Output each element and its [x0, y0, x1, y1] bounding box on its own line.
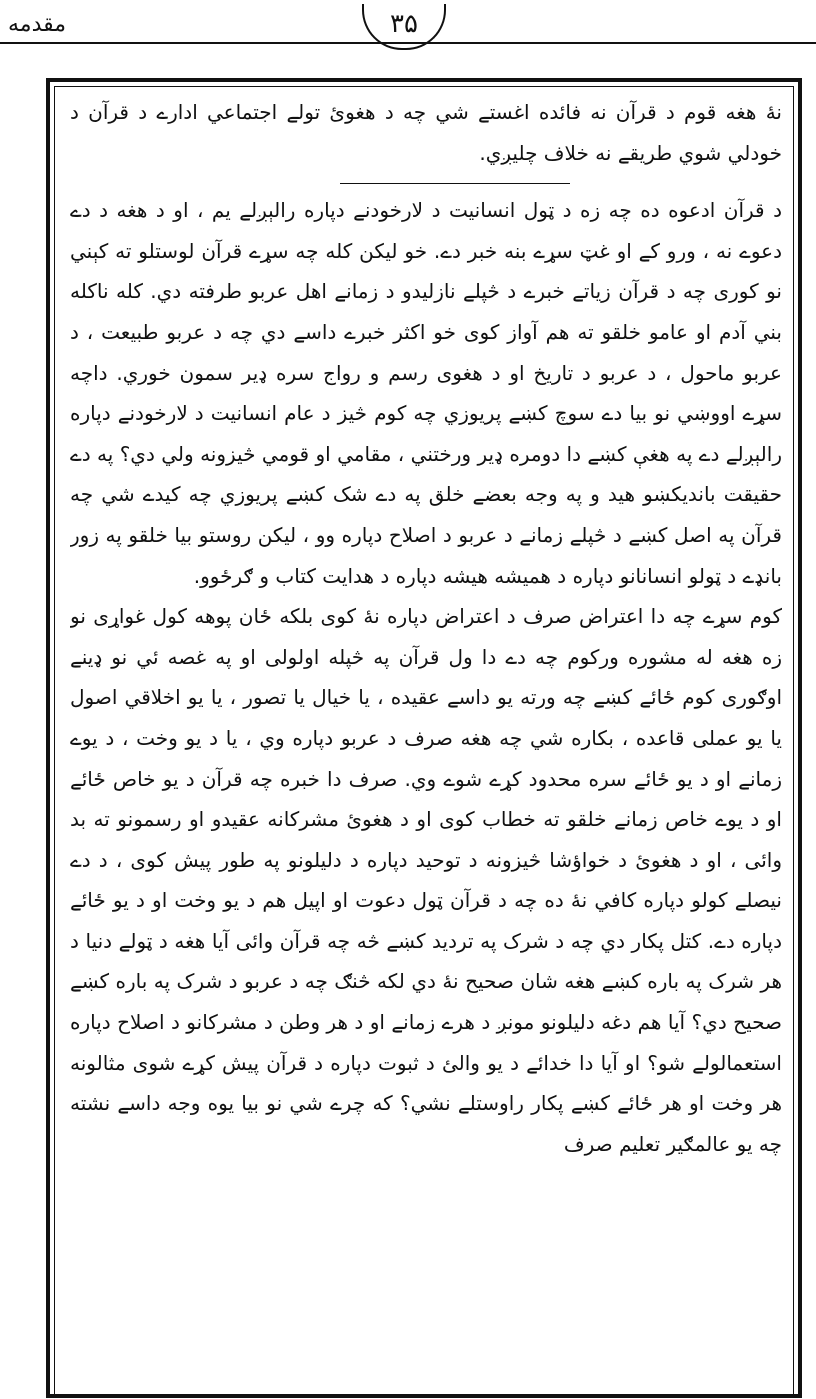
- page-number: ۳۵: [362, 4, 446, 50]
- section-label: مقدمه: [8, 12, 67, 37]
- paragraph-response: کوم سړے چه دا اعتراض صرف د اعتراض دپاره نۀ کوی بلکه ځان پوهه کول غواړی نو زه هغه له مشوره ورکوم چه دے دا ول قرآن په څپله اولولی او په غصه ئي نو ډينے اوګوری کوم ځائے کښے چه ورته يو داسے عقيده ، يا خيال يا تصور ، يا يو اخلاقي اصول يا يو عملی قاعده ، بکاره شي چه هغه صرف د عربو دپاره وي ، يا د يو وخت ، د يوے زمانے او د يو ځائے سره محدود کړے شوے وي. صرف دا خبره چه قرآن د يو خاص ځائے او د يوے خاص زمانے خلقو ته خطاب کوی او د هغوئ مشرکانه عقيدو او رسمونو ته بد وائی ، او د هغوئ د خواؤشا څيزونه د توحيد دپاره د دليلونو په طور پيش کوی ، د دے نيصلے کولو دپاره کافي نۀ ده چه د قرآن ټول دعوت او اپيل هم د يو وخت او د يو ځائے دپاره دے. کتل پکار دي چه د شرک په ترديد کښے څه چه قرآن وائی آيا هغه د ټولے دنيا د هر شرک په باره کښے هغه شان صحيح نۀ دي لکه څنګ چه د عربو د شرک په باره کښے صحيح دي؟ آيا هم دغه دليلونو مونږ د هرے زمانے او د هر وطن د مشرکانو د اصلاح دپاره استعمالولے شو؟ او آيا دا خدائے د يو والئ د ثبوت دپاره د قرآن پيش کړے شوی مثالونه هر وخت او هر ځائے کښے پکار راوستلے نشي؟ که چرے شي نو بيا يوه وجه داسے نشته چه يو عالمګير تعليم صرف: [70, 604, 782, 1156]
- header-rule: [0, 42, 816, 44]
- page-body: [70, 92, 782, 1392]
- section-divider: [340, 183, 570, 184]
- paragraph-claim: د قرآن ادعوه ده چه زه د ټول انسانيت د لارخودنے دپاره رالېږلے يم ، او د هغه د دے دعوے نه ، ورو کے او غټ سړے بنه خبر دے. خو ليکن کله چه سړے قرآن لوستلو ته کېني نو کورى چه د قرآن زياتے خبرے د څپلے نازليدو د زمانے اهل عربو طرفته دي. کله ناکله بني آدم او عامو خلقو ته هم آواز کوی خو اکثر خبرے داسے دي چه د عربو طبيعت ، د عربو ماحول ، د عربو د تاريخ او د هغوی رسم و رواج سره ډير سمون خوري. داچه سړے اووښي نو بيا دے سوچ کښے پريوزي چه کوم څيز د عام انسانيت د لارخودنے دپاره رالېږلے دے په هغې کښے دا دومره ډير ورختني ، مقامي او قومي څيزونه ولي دي؟ په دے حقيقت بانديکښو هيد و په وجه بعضے خلق په دے شک کښے پريوزي چه کيدے شي چه قرآن په اصل کښے د څپلے زمانے د عربو د اصلاح دپاره وو ، ليکن روستو بيا خلقو په زور بانډے د ټولو انسانانو دپاره د هميشه هيشه دپاره د هدايت کتاب و ګرځوو.: [70, 198, 782, 588]
- paragraph-intro: نۀ هغه قوم د قرآن نه فائده اغستے شي چه د هغوئ تولے اجتماعي ادارے د قرآن د خودلي شوي طريقے نه خلاف چليږي.: [70, 100, 782, 165]
